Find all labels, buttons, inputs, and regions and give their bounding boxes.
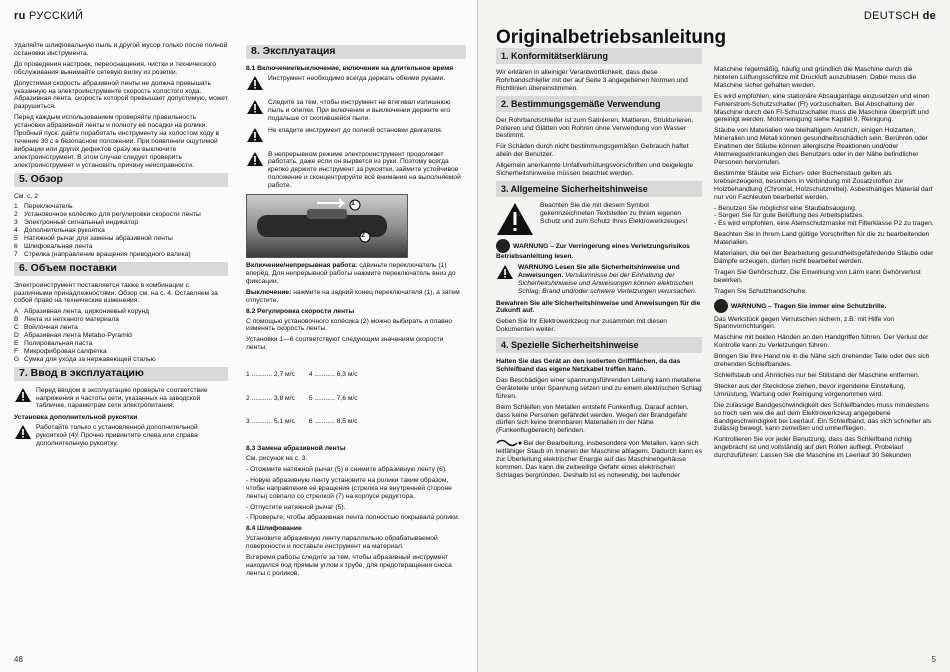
subheading: 8.2 Регулировка скорости ленты: [246, 307, 355, 315]
paragraph: Bestimmte Stäube wie Eichen- oder Buchenstaub gelten als krebserzeugend, besonders in Verbindung mit Zusatzstoffen zur Holzbehandlung (Chromat, Holzschutzmittel). Asbesthaltiges Material darf nur von Fachleuten bearbeitet werden.: [714, 169, 933, 201]
warning-triangle-icon: [246, 99, 264, 115]
warning-block: В непрерывном режиме электроинструмент продолжает работать, даже если он вырвется из руки. Поэтому всегда крепко держите инструмент за рукоятки, займите устойчивое положение и сконцентрируйте всё внимание на выполняемой работе.: [246, 151, 466, 191]
dust-symbol-icon: [496, 438, 522, 448]
warning-block: Следите за тем, чтобы инструмент не втягивал излишнюю пыль и опилки. При включении и выключении держите его подальше от скопившейся пыли.: [246, 99, 466, 123]
paragraph: Das Beschädigen einer spannungsführenden Leitung kann metallene Geräteteile unter Spannung setzen und zu einem elektrischen Schlag führen.: [496, 376, 702, 400]
paragraph: Перед каждым использованием проверяйте правильность установки абразивной ленты и полноту её посадки на ролики. Пробный пуск: дайте поработать инструменту на холостом ходу в течение 30 с в безопасном положении. При появлении ощутимой вибрации или других дефектов сразу же выключите электроинструмент. В этом случае следует проверить электроинструмент и установить причину неисправности.: [14, 114, 220, 169]
left-col1: [14, 42, 228, 452]
paragraph: Bei der Bearbeitung, insbesondere von Metallen, kann sich leitfähiger Staub im Inneren der Maschine ablagern. Dadurch kann es zur Überleitung elektrischer Energie auf das Maschinengehäuse kommen. Das kann die zeitweilige Gefahr eines elektrischen Schlages bergründen. Deshalb ist es notwendig, bei laufender: [496, 440, 702, 479]
step: - Новую абразивную ленту установите на ролики таким образом, чтобы направление её вращения (стрелка на внутренней стороне ленты) совпало со стрелкой (7) на корпусе редуктора.: [246, 476, 452, 500]
warning-triangle-icon: [14, 424, 32, 440]
list-item: 6 Шлифовальная лента: [14, 242, 93, 250]
list-item: 4 Дополнительная рукоятка: [14, 227, 105, 235]
paragraph: Установки 1—6 соответствуют следующим значениям скорости ленты:: [246, 336, 444, 352]
lang-code: ru: [14, 10, 26, 22]
paragraph: Допустимая скорость абразивной ленты не должна превышать указанную на электроинструменте скорость холостого хода. Абразивная лента, скорость которой превышает допустимую, может разрушиться.: [14, 79, 228, 111]
paragraph: WARNUNG – Zur Verringerung eines Verletzungsrisikos Betriebsanleitung lesen.: [496, 239, 702, 261]
paragraph: Tragen Sie Schutzhandschuhe.: [714, 287, 808, 295]
speed-row: 5 ........... 7,6 м/с: [308, 394, 358, 402]
step: - Отожмите натяжной рычаг (5) и снимите абразивную ленту (6).: [246, 465, 447, 473]
section-heading: 2. Bestimmungsgemäße Verwendung: [496, 96, 702, 112]
page-number: 48: [14, 655, 23, 664]
list-item: 2 Установочное колёсико для регулировки скорости ленты: [14, 211, 201, 219]
paragraph: Tragen Sie Gehörschutz. Die Einwirkung von Lärm kann Gehörverlust bewirken.: [714, 268, 921, 284]
delivery-list: [14, 308, 228, 363]
warning-block: Перед вводом в эксплуатацию проверьте соответствие напряжения и частоты сети, указанных на заводской табличке, параметрам сети электропитания.: [14, 387, 228, 411]
speed-row: 4 ........... 6,3 м/с: [308, 370, 358, 378]
list-item: 5 Натяжной рычаг для замены абразивной ленты: [14, 235, 173, 243]
subheading: 8.3 Замена абразивной ленты: [246, 445, 346, 453]
paragraph: Выключение: нажмите на задний конец переключателя (1), а затем отпустите.: [246, 288, 460, 304]
paragraph: Bringen Sie Ihre Hand nie in die Nähe sich drehender Teile oder des sich drehenden Schleifbandes.: [714, 353, 930, 369]
list-item: E Полировальная паста: [14, 340, 93, 347]
right-col2: [714, 66, 936, 463]
warning-block: Работайте только с установленной дополнительной рукояткой (4)! Прочно привинтите слева или справа дополнительную рукоятку.: [14, 424, 228, 448]
paragraph: Die zulässige Bandgeschwindigkeit des Schleifbandes muss mindestens so hoch sein wie die auf dem Elektrowerkzeug angegebene Bandgeschwindigkeit bei Leerlauf. Ein Schleifband, das sich schneller als zulässig bewegt, kann zerreißen und umherfliegen.: [714, 401, 932, 433]
paragraph: Es wird empfohlen, eine stationäre Absauganlage einzusetzen und einen Fehlerstrom-Schutzschalter (FI) vorzuschalten. Bei Abschaltung der Maschine durch den FI-Schutzschalter muss die Maschine überprüft und gereinigt werden. Motorreinigung siehe Kapitel 9. Reinigung.: [714, 92, 930, 124]
figure-callout: 2: [361, 232, 365, 240]
list-item: C Войлочная лента: [14, 324, 78, 332]
subheading: 8.4 Шлифование: [246, 525, 302, 533]
switch-photo: [246, 194, 408, 258]
paragraph: Во время работы следите за тем, чтобы абразивный инструмент находился под прямым углом к трубе, для предотвращения сноса ленты с роликов.: [246, 554, 452, 577]
paragraph: До проведения настроек, переоснащения, чистки и технического обслуживания вынимайте сетевую вилку из розетки.: [14, 60, 216, 76]
right-header: [864, 10, 936, 22]
list-item: D Абразивная лента Metabo-Pyramid: [14, 332, 132, 340]
list-item: - Es wird empfohlen, eine Atemschutzmaske mit Filterklasse P2 zu tragen.: [714, 220, 934, 228]
symbol-explanation: [496, 202, 702, 239]
paragraph: Kontrollieren Sie vor jeder Benutzung, dass das Schleifband richtig angebracht ist und vollständig auf den Rollen aufliegt. Probelauf durchzuführen: Lassen Sie die Maschine im Leerlauf 30 Sekunden: [714, 436, 912, 460]
paragraph: Включение/непрерывная работа: сдвиньте переключатель (1) вперёд. Для непрерывной работы нажмите переключатель вниз до фиксации.: [246, 262, 456, 285]
list-item: B Лента из нетканого материала: [14, 316, 120, 324]
warning-triangle-icon: [14, 387, 32, 403]
right-col1: [496, 27, 727, 483]
paragraph: Stecker aus der Steckdose ziehen, bevor irgendeine Einstellung, Umrüstung, Wartung oder Reinigung vorgenommen wird.: [714, 382, 906, 398]
figure-callout: 1: [351, 200, 355, 208]
section-heading: 3. Allgemeine Sicherheitshinweise: [496, 181, 702, 197]
section-heading: 1. Konformitätserklärung: [496, 48, 702, 64]
speed-row: 2 ........... 3,8 м/с: [246, 394, 295, 402]
tool-switch-illustration: [247, 195, 407, 257]
paragraph: Bewahren Sie alle Sicherheitshinweise und Anweisungen für die Zukunft auf.: [496, 299, 701, 315]
paragraph: Wir erklären in alleiniger Verantwortlichkeit, dass diese Rohrbandschleifer mit der auf Seite 3 angegebenen Normen und Richtlinien übereinstimmen.: [496, 68, 688, 92]
paragraph: Geben Sie Ihr Elektrowerkzeug nur zusammen mit diesen Dokumenten weiter.: [496, 318, 667, 334]
dust-list: [714, 205, 936, 229]
goggles-icon: [714, 299, 728, 313]
warning-block: Не кладите инструмент до полной остановки двигателя.: [246, 127, 466, 147]
paragraph: Der Rohrbandschleifer ist zum Satinieren, Mattieren, Strukturieren, Polieren und Glätten von Rohren ohne Verwendung von Wasser bestimmt.: [496, 116, 694, 140]
page-number: 5: [931, 655, 936, 664]
section-heading: 6. Объем поставки: [14, 262, 228, 276]
list-item: - Benutzen Sie möglichst eine Staubabsaugung.: [714, 204, 857, 212]
step: - Проверьте, чтобы абразивная лента полностью покрывала ролики.: [246, 514, 460, 522]
section-heading: 7. Ввод в эксплуатацию: [14, 367, 228, 381]
warning-block: WARNUNG Lesen Sie alle Sicherheitshinweise und Anweisungen. Versäumnisse bei der Einhaltung der Sicherheitshinweise und Anweisungen können elektrischen Schlag, Brand und/oder schwere Verletzungen verursachen.: [496, 264, 702, 296]
left-header: [14, 10, 83, 22]
paragraph: WARNUNG – Tragen Sie immer eine Schutzbrille.: [714, 299, 936, 313]
section-heading: 8. Эксплуатация: [246, 45, 466, 59]
overview-list: [14, 203, 228, 258]
paragraph: Das Werkstück gegen Verrutschen sichern, z.B. mit Hilfe von Spannvorrichtungen.: [714, 315, 895, 331]
paragraph: Schleifstaub und Ähnliches nur bei Stillstand der Maschine entfernen.: [714, 372, 920, 379]
paragraph: Allgemein anerkannte Unfallverhütungsvorschriften und beigelegte Sicherheitshinweise müssen beachtet werden.: [496, 162, 694, 178]
list-item: G Сумка для ухода за нержавеющей сталью: [14, 355, 156, 363]
right-page: [478, 0, 950, 672]
section-heading: 4. Spezielle Sicherheitshinweise: [496, 337, 702, 353]
speed-row: 6 ........... 8,5 м/с: [308, 418, 358, 426]
list-item: - Sorgen Sie für gute Belüftung des Arbeitsplatzes.: [714, 212, 864, 220]
list-item: 7 Стрелка (направление вращения приводного валика): [14, 250, 191, 258]
speed-column: [246, 355, 295, 442]
paragraph: Für Schäden durch nicht bestimmungsgemäßen Gebrauch haftet allein der Benutzer.: [496, 143, 689, 159]
paragraph: См. с. 2: [14, 192, 38, 200]
paragraph: Beim Schleifen von Metallen entsteht Funkenflug. Darauf achten, dass keine Personen gefährdet werden. Wegen der Brandgefahr dürfen sich keine brennbaren Materialien in der Nähe (Funkenflugbereich) befinden.: [496, 403, 689, 435]
subheading: 8.1 Включение/выключение, включение на длительное время: [246, 64, 454, 72]
speed-row: 1 ........... 2,7 м/с: [246, 370, 295, 378]
warning-triangle-icon: [246, 151, 264, 167]
section-heading: 5. Обзор: [14, 173, 228, 187]
paragraph: Stäube von Materialien wie bleihaltigem Anstrich, einigen Holzarten, Mineralien und Metall können gesundheitsschädlich sein. Berühren oder Einatmen der Stäube können allergische Reaktionen und/oder Atemwegserkrankungen des Benutzers oder in der Nähe befindlicher Personen hervorrufen.: [714, 127, 928, 166]
paragraph: С помощью установочного колёсика (2) можно выбирать и плавно изменять скорость ленты.: [246, 317, 453, 333]
lang-name: DEUTSCH: [863, 10, 920, 22]
left-col2: [246, 42, 466, 581]
list-item: 3 Электронный сигнальный индикатор: [14, 219, 139, 227]
speed-row: 3 ........... 5,1 м/с: [246, 418, 295, 426]
subheading: Установка дополнительной рукоятки: [14, 414, 138, 422]
paragraph: Materialien, die bei der Bearbeitung gesundheitsgefährdende Stäube oder Dämpfe erzeugen, dürfen nicht bearbeitet werden.: [714, 250, 934, 265]
paragraph: Электроинструмент поставляется также в комбинации с различными принадлежностями. Обзор см. на с. 4. Оставляем за собой право на технические изменения.: [14, 281, 218, 305]
warning-triangle-icon: [496, 202, 534, 236]
paragraph: См. рисунок на с. 3.: [246, 455, 308, 462]
list-item: A Абразивная лента, циркониевый корунд: [14, 308, 150, 316]
page-title: Originalbetriebsanleitung: [496, 27, 727, 48]
speed-table: [246, 355, 466, 442]
paragraph: Maschine regelmäßig, häufig und gründlich die Maschine durch die hinteren Lüftungsschlitze mit Druckluft auszublasen. Dabei muss die Maschine sicher gehalten werden.: [714, 66, 917, 89]
warning-triangle-icon: [246, 75, 264, 91]
warning-block: Инструмент необходимо всегда держать обеими руками.: [246, 75, 466, 95]
paragraph: Maschine mit beiden Händen an den Handgriffen führen. Der Verlust der Kontrolle kann zu Verletzungen führen.: [714, 334, 929, 350]
lang-name: РУССКИЙ: [28, 10, 84, 22]
paragraph: Beachten Sie in Ihrem Land gültige Vorschriften für die zu bearbeitenden Materialien.: [714, 231, 930, 247]
speed-column: [309, 355, 358, 442]
paragraph: Halten Sie das Gerät an den isolierten Griffflächen, da das Schleifband das eigene Netzkabel treffen kann.: [496, 358, 681, 374]
warning-triangle-icon: [246, 127, 264, 143]
warning-triangle-icon: [496, 264, 514, 280]
paragraph: Удаляйте шлифовальную пыль и другой мусор только после полной остановки инструмента.: [14, 42, 228, 57]
list-item: 1 Переключатель: [14, 203, 73, 211]
step: - Отпустите натяжной рычаг (5).: [246, 503, 346, 511]
paragraph: Установите абразивную ленту параллельно обрабатываемой поверхности и поставьте инструмент на материал.: [246, 535, 438, 551]
list-item: F Микрофибровая салфетка: [14, 347, 107, 355]
lang-code: de: [922, 10, 936, 22]
paragraph: Beachten Sie die mit diesem Symbol gekennzeichneten Textstellen zu Ihrem eigenen Schutz und zum Schutz Ihres Elektrowerkzeuges!: [540, 201, 688, 225]
read-manual-icon: [496, 239, 510, 253]
